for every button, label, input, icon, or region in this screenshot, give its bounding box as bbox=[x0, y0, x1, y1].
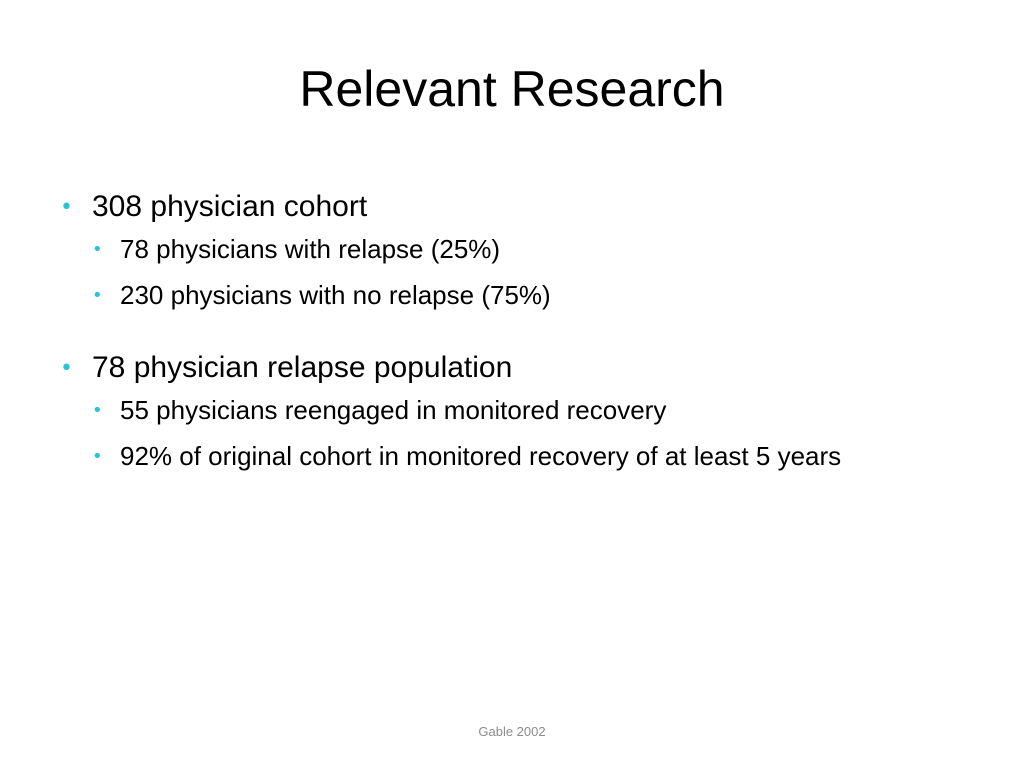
bullet-dot-icon: • bbox=[92, 400, 103, 421]
bullet-item bbox=[60, 347, 960, 389]
slide-title: Relevant Research bbox=[299, 61, 725, 117]
bullet-dot-icon: • bbox=[60, 356, 73, 381]
sub-bullet-item bbox=[92, 230, 960, 268]
sub-bullet-text: 55 physicians reengaged in monitored recovery bbox=[120, 395, 667, 425]
sub-bullet-item bbox=[92, 437, 960, 475]
bullet-dot-icon: • bbox=[92, 285, 103, 306]
slide-footer-citation: Gable 2002 bbox=[478, 724, 546, 739]
sub-bullet-item bbox=[92, 391, 960, 429]
bullet-text: 308 physician cohort bbox=[92, 190, 368, 223]
bullet-dot-icon: • bbox=[92, 239, 103, 260]
sub-bullet-item bbox=[92, 276, 960, 314]
bullet-dot-icon: • bbox=[60, 195, 73, 220]
bullet-item bbox=[60, 186, 960, 228]
bullet-text: 78 physician relapse population bbox=[92, 351, 513, 384]
sub-bullet-text: 230 physicians with no relapse (75%) bbox=[120, 280, 551, 310]
bullet-list bbox=[60, 186, 960, 475]
bullet-dot-icon: • bbox=[92, 446, 103, 467]
sub-bullet-text: 92% of original cohort in monitored recovery of at least 5 years bbox=[120, 441, 842, 471]
sub-bullet-text: 78 physicians with relapse (25%) bbox=[120, 234, 501, 264]
